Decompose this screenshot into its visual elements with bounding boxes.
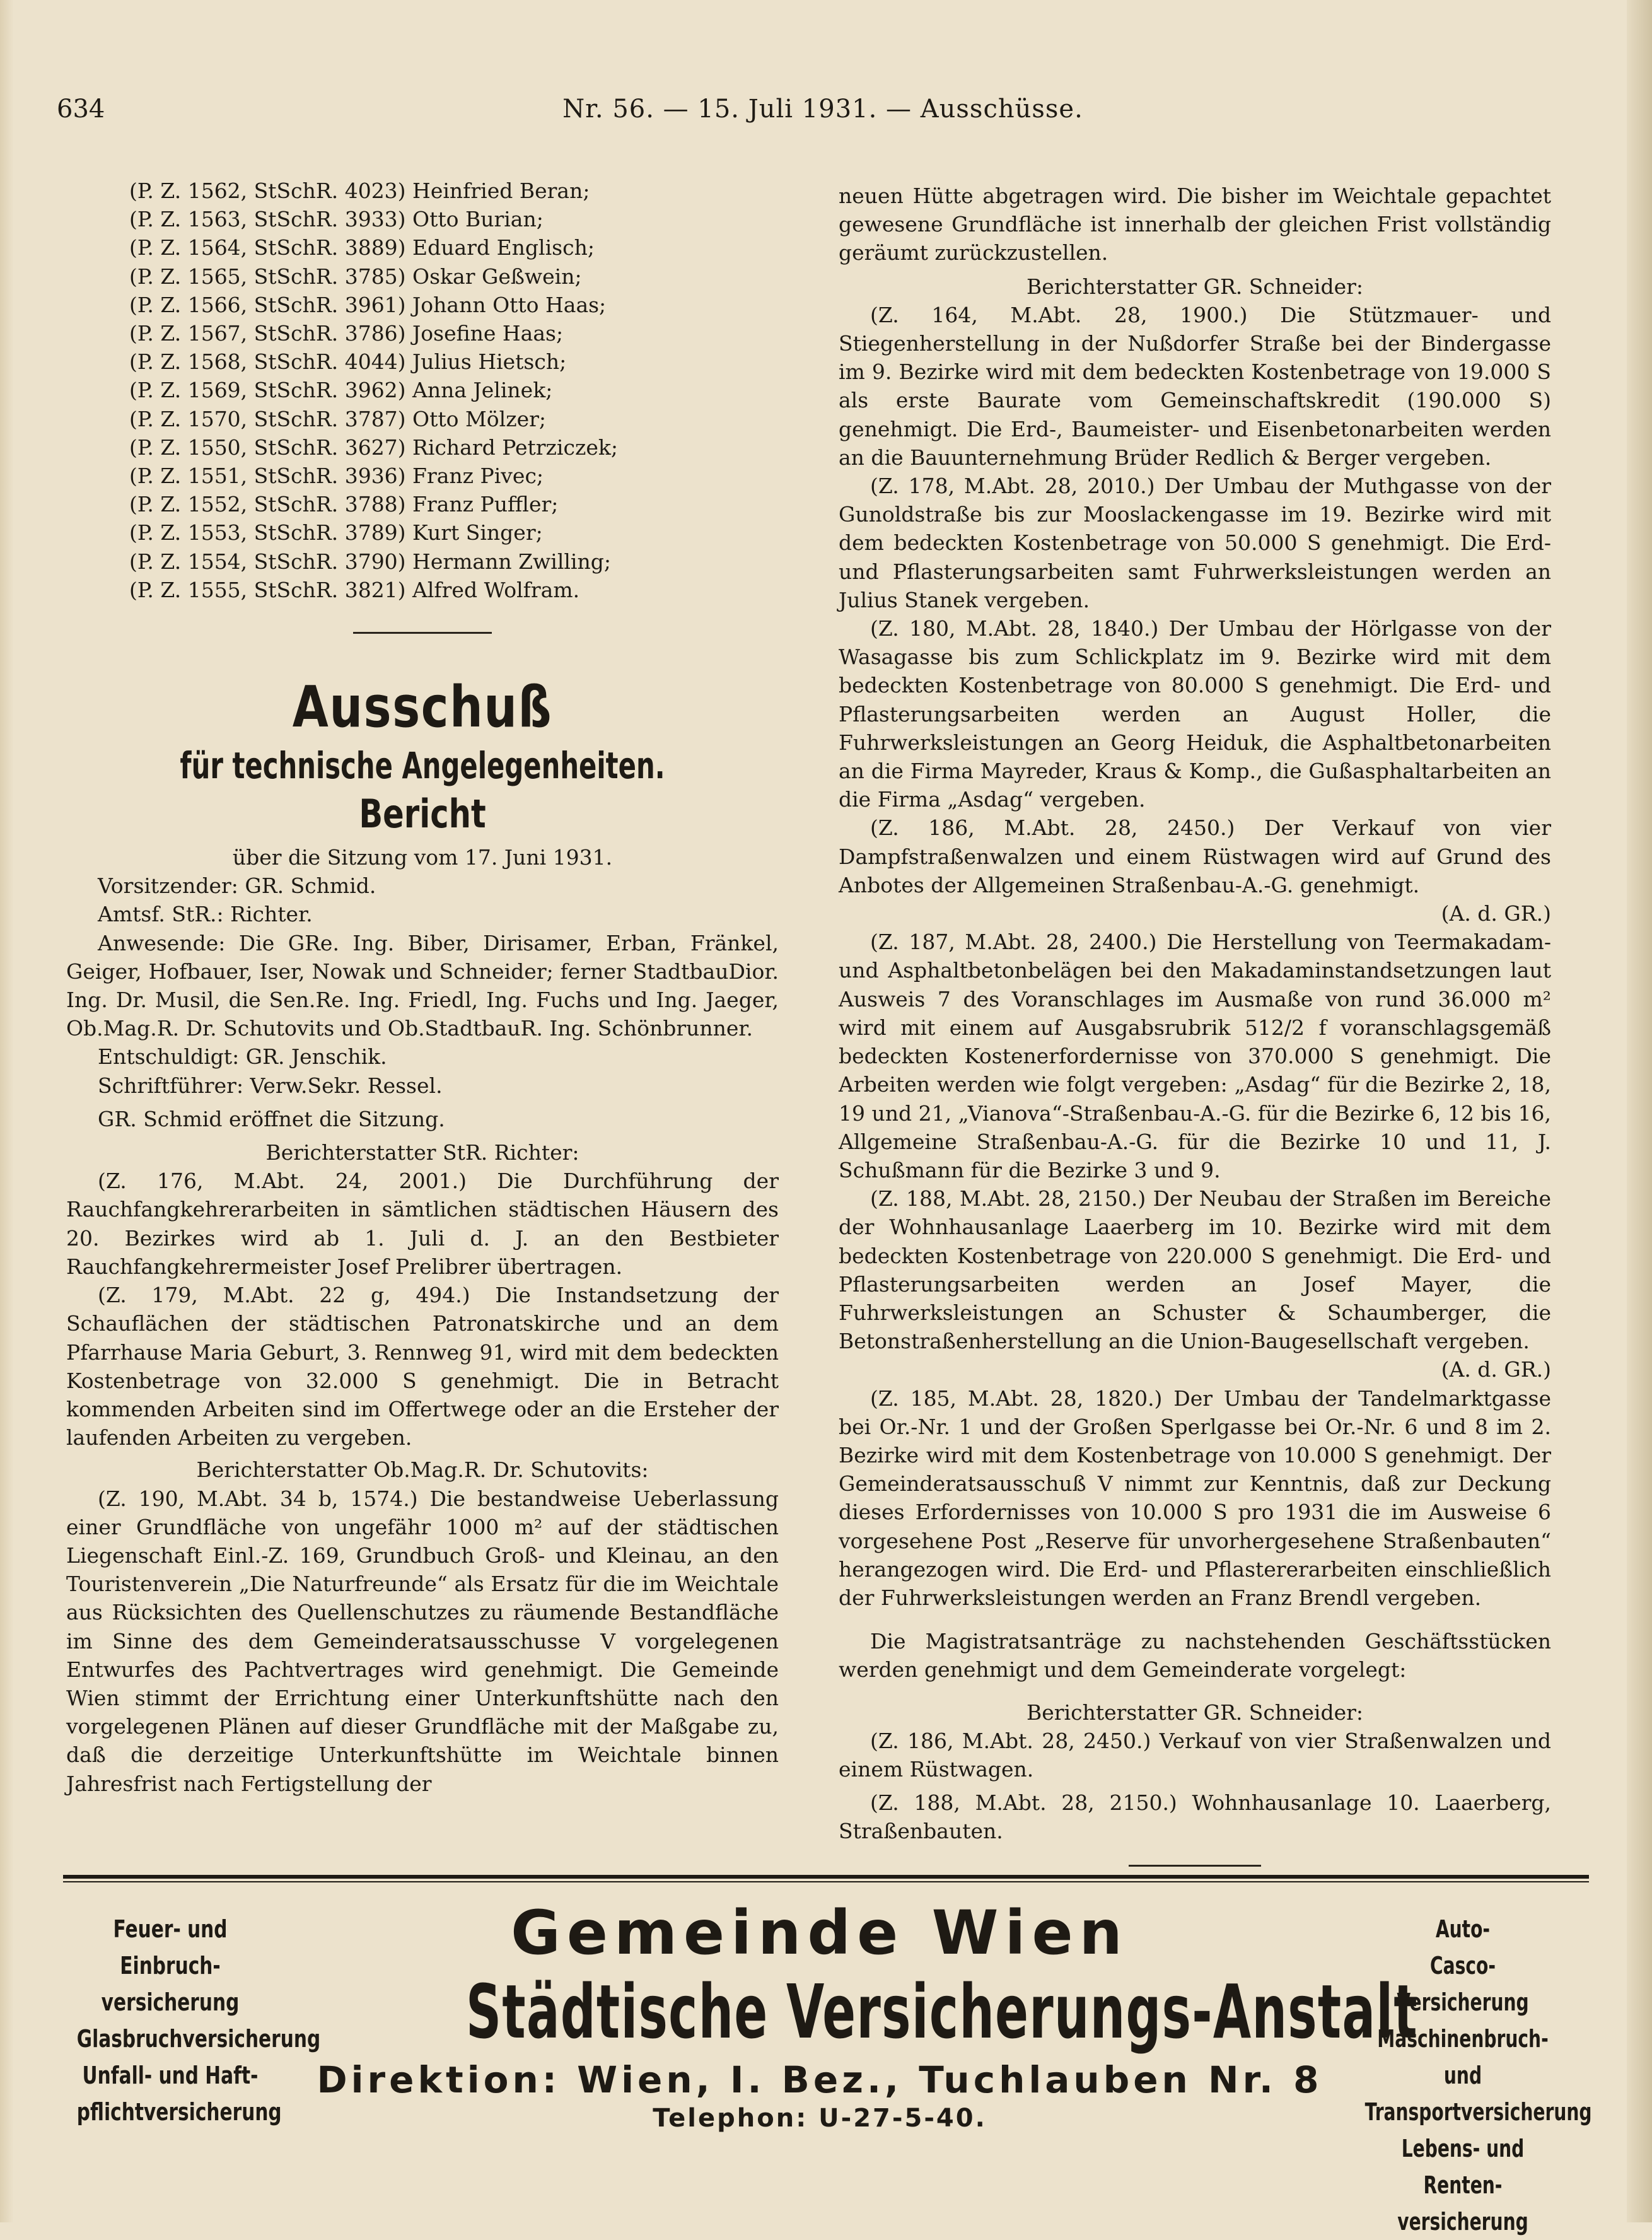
member-entry: (P. Z. 1566, StSchR. 3961) Johann Otto Haas; <box>129 292 607 317</box>
attendees: Anwesende: Die GRe. Ing. Biber, Dirisamer, Erban, Fränkel, Geiger, Hofbauer, Iser, Nowak und Schneider; ferner StadtbauDior. Ing. Dr. Musil, die Sen.Re. Ing. Friedl, Ing. Fuchs und Ing. Jaeger, Ob.Mag.R. Dr. Schutovits und Ob.StadtbauR. Ing. Schönbrunner. <box>66 930 779 1041</box>
agenda-item: (Z. 179, M.Abt. 22 g, 494.) Die Instandsetzung der Schauflächen der städtischen Patronatskirche und an dem Pfarrhause Maria Geburt, 3. Rennweg 91, wird mit dem bedeckten Kostenbetrage von 32.000 S genehmigt. Die in Betracht kommenden Arbeiten sind im Offertwege oder an die Ersteher der laufenden Arbeiten zu vergeben. <box>66 1283 779 1450</box>
page-header <box>57 95 1589 139</box>
reporter-heading: Berichterstatter StR. Richter: <box>265 1140 579 1165</box>
paper-edge-left <box>0 0 14 2222</box>
advert-center <box>284 1898 1418 2133</box>
paper-edge-right <box>1627 0 1652 2222</box>
page-number: 634 <box>57 95 105 124</box>
chair-line: Vorsitzender: GR. Schmid. <box>98 873 376 899</box>
member-entry: (P. Z. 1563, StSchR. 3933) Otto Burian; <box>129 207 544 232</box>
member-entry: (P. Z. 1565, StSchR. 3785) Oskar Geßwein; <box>129 264 582 289</box>
member-entry: (P. Z. 1562, StSchR. 4023) Heinfried Beran; <box>129 178 590 203</box>
advert-right-services <box>1364 1911 1592 2240</box>
secretary-line: Schriftführer: Verw.Sekr. Ressel. <box>98 1073 443 1098</box>
advert-subtitle: Städtische Versicherungs-Anstalt <box>466 1968 1418 2055</box>
member-entry: (P. Z. 1570, StSchR. 3787) Otto Mölzer; <box>129 406 546 431</box>
left-column <box>66 177 779 1798</box>
right-column <box>839 182 1551 1867</box>
closing-note: Die Magistratsanträge zu nachstehenden Geschäftsstücken werden genehmigt und dem Gemeinderate vorgelegt: <box>839 1629 1551 1683</box>
excused-line: Entschuldigt: GR. Jenschik. <box>98 1044 387 1070</box>
section-divider <box>1129 1865 1261 1867</box>
running-head: Nr. 56. — 15. Juli 1931. — Ausschüsse. <box>562 95 1083 124</box>
reporter-heading: Berichterstatter Ob.Mag.R. Dr. Schutovits: <box>196 1457 649 1483</box>
agenda-item-text: (Z. 186, M.Abt. 28, 2450.) Der Verkauf von vier Dampfstraßenwalzen und einem Rüstwagen wird auf Grund des Anbotes der Allgemeinen Straßenbau-A.-G. genehmigt. <box>839 815 1551 897</box>
official-line: Amtsf. StR.: Richter. <box>98 902 313 927</box>
member-list <box>66 177 779 604</box>
section-divider <box>353 632 492 634</box>
advert-service-line: Maschinenbruch- und <box>1377 2025 1549 2089</box>
agenda-item-text: (Z. 188, M.Abt. 28, 2150.) Der Neubau der Straßen im Bereiche der Wohnhausanlage Laaerberg im 10. Bezirke wird mit dem bedeckten Kostenbetrage von 220.000 S genehmigt. Die Erd- und Pflasterungsarbeiten werden an Josef Mayer, die Fuhrwerksleistungen an Schuster & Schaumberger, die Betonstraßenherstellung an die Union-Baugesellschaft vergeben. <box>839 1186 1551 1354</box>
advert-service-line: pflichtversicherung <box>76 2098 282 2126</box>
member-entry: (P. Z. 1564, StSchR. 3889) Eduard Englisch; <box>129 235 595 260</box>
member-entry: (P. Z. 1551, StSchR. 3936) Franz Pivec; <box>129 464 544 489</box>
member-entry: (P. Z. 1553, StSchR. 3789) Kurt Singer; <box>129 520 543 545</box>
advert-title: Gemeinde Wien <box>511 1898 1129 1968</box>
agenda-item <box>839 1184 1551 1382</box>
advert-service-line: Lebens- und Renten- <box>1401 2135 1525 2199</box>
advert-service-line: Feuer- und Einbruch- <box>113 1915 228 1980</box>
member-entry: (P. Z. 1554, StSchR. 3790) Hermann Zwilling; <box>129 549 611 574</box>
member-entry: (P. Z. 1552, StSchR. 3788) Franz Puffler; <box>129 492 559 517</box>
member-entry: (P. Z. 1569, StSchR. 3962) Anna Jelinek; <box>129 378 553 403</box>
member-entry: (P. Z. 1568, StSchR. 4044) Julius Hietsch; <box>129 349 567 375</box>
advert-service-line: versicherung <box>101 1988 240 2016</box>
advert-service-line: Unfall- und Haft- <box>82 2062 259 2089</box>
session-date: über die Sitzung vom 17. Juni 1931. <box>232 845 613 870</box>
vote-note: (A. d. GR.) <box>1441 901 1551 926</box>
report-heading: Bericht <box>359 791 486 837</box>
member-entry: (P. Z. 1550, StSchR. 3627) Richard Petrziczek; <box>129 435 618 460</box>
agenda-item: (Z. 178, M.Abt. 28, 2010.) Der Umbau der Muthgasse von der Gunoldstraße bis zur Mooslackengasse im 19. Bezirke wird mit dem bedeckten Kostenbetrage von 50.000 S genehmigt. Die Erd- und Pflasterungsarbeiten samt Fuhrwerksleistungen werden an Julius Stanek vergeben. <box>839 474 1551 612</box>
member-entry: (P. Z. 1567, StSchR. 3786) Josefine Haas; <box>129 321 564 346</box>
agenda-item: (Z. 164, M.Abt. 28, 1900.) Die Stützmauer- und Stiegenherstellung in der Nußdorfer Straße bei der Bindergasse im 9. Bezirke wird mit dem bedeckten Kostenbetrage von 19.000 S als erste Baurate vom Gemeinschaftskredit (190.000 S) genehmigt. Die Erd-, Baumeister- und Eisenbetonarbeiten werden an die Bauunternehmung Brüder Redlich & Berger vergeben. <box>839 302 1551 470</box>
agenda-item: (Z. 185, M.Abt. 28, 1820.) Der Umbau der Tandelmarktgasse bei Or.-Nr. 1 und der Großen Sperlgasse bei Or.-Nr. 6 und 8 im 2. Bezirke wird mit dem Kostenbetrage von 10.000 S genehmigt. Der Gemeinderatsausschuß V nimmt zur Kenntnis, daß zur Deckung dieses Erfordernisses von 10.000 S pro 1931 die im Ausweise 6 vorgesehene Post „Reserve für unvorhergesehene Straßenbauten“ herangezogen wird. Die Erd- und Pflastererarbeiten einschließlich der Fuhrwerksleistungen werden an Franz Brendl vergeben. <box>839 1385 1551 1610</box>
section-title: Ausschuß <box>292 674 553 741</box>
advert-service-line: Casco-Versicherung <box>1397 1952 1529 2016</box>
advert-service-line: versicherung <box>1397 2208 1528 2236</box>
agenda-item: (Z. 180, M.Abt. 28, 1840.) Der Umbau der Hörlgasse von der Wasagasse bis zum Schlickplatz im 9. Bezirke wird mit dem bedeckten Kostenbetrage von 80.000 S genehmigt. Die Erd- und Pflasterungsarbeiten werden an August Holler, die Fuhrwerksleistungen an Georg Heiduk, die Asphaltbetonarbeiten an die Firma Mayreder, Kraus & Komp., die Gußasphaltarbeiten an die Firma „Asdag“ vergeben. <box>839 616 1551 812</box>
agenda-item: (Z. 187, M.Abt. 28, 2400.) Die Herstellung von Teermakadam- und Asphaltbetonbelägen bei den Makadaminstandsetzungen laut Ausweis 7 des Voranschlages im Ausmaße von rund 36.000 m² wird mit einem auf Ausgabsrubrik 512/2 f voranschlagsgemäß bedeckten Kostenerfordernisse von 370.000 S genehmigt. Die Arbeiten werden wie folgt vergeben: „Asdag“ für die Bezirke 2, 18, 19 und 21, „Vianova“-Straßenbau-A.-G. für die Bezirke 6, 12 bis 16, Allgemeine Straßenbau-A.-G. für die Bezirke 10 und 11, J. Schußmann für die Bezirke 3 und 9. <box>839 930 1551 1182</box>
agenda-item: (Z. 176, M.Abt. 24, 2001.) Die Durchführung der Rauchfangkehrerarbeiten in sämtlichen städtischen Häusern des 20. Bezirkes wird ab 1. Juli d. J. an den Bestbieter Rauchfangkehrermeister Josef Prelibrer übertragen. <box>66 1169 779 1279</box>
advert-address: Direktion: Wien, I. Bez., Tuchlauben Nr. 8 <box>317 2058 1323 2101</box>
agenda-item: (Z. 188, M.Abt. 28, 2150.) Wohnhausanlage 10. Laaerberg, Straßenbauten. <box>839 1790 1551 1844</box>
advert-service-line: Auto- <box>1435 1915 1491 1943</box>
agenda-item: (Z. 190, M.Abt. 34 b, 1574.) Die bestandweise Ueberlassung einer Grundfläche von ungefähr 1000 m² auf der städtischen Liegenschaft Einl.-Z. 169, Grundbuch Groß- und Kleinau, an den Touristenverein „Die Naturfreunde“ als Ersatz für die im Weichtale aus Rücksichten des Quellenschutzes zu räumende Bestandfläche im Sinne des dem Gemeinderatsausschusse V vorgelegenen Entwurfes des Pachtvertrages wird genehmigt. Die Gemeinde Wien stimmt der Errichtung einer Unterkunftshütte nach den vorgelegenen Plänen auf dieser Grundfläche mit der Maßgabe zu, daß die derzeitige Unterkunftshütte im Weichtale binnen Jahresfrist nach Fertigstellung der <box>66 1486 779 1796</box>
advert-top-rule-thin <box>63 1881 1589 1882</box>
agenda-item: (Z. 186, M.Abt. 28, 2450.) Verkauf von vier Straßenwalzen und einem Rüstwagen. <box>839 1728 1551 1782</box>
vote-note: (A. d. GR.) <box>1441 1357 1551 1382</box>
section-subtitle: für technische Angelegenheiten. <box>180 744 665 788</box>
reporter-heading: Berichterstatter GR. Schneider: <box>1026 274 1363 299</box>
advert-top-rule <box>63 1875 1589 1879</box>
advert-telephone: Telephon: U-27-5-40. <box>653 2104 987 2133</box>
reporter-heading: Berichterstatter GR. Schneider: <box>1026 1700 1363 1725</box>
agenda-item-continued: neuen Hütte abgetragen wird. Die bisher im Weichtale gepachtet gewesene Grundfläche ist innerhalb der gleichen Frist vollständig geräumt zurückzustellen. <box>839 184 1551 265</box>
opening-line: GR. Schmid eröffnet die Sitzung. <box>98 1106 445 1131</box>
agenda-item <box>839 814 1551 926</box>
advert-service-line: Transportversicherung <box>1364 2098 1592 2126</box>
advert-left-services <box>76 1911 321 2130</box>
member-entry: (P. Z. 1555, StSchR. 3821) Alfred Wolfram. <box>129 577 580 602</box>
advert-service-line: Glasbruchversicherung <box>76 2025 321 2053</box>
